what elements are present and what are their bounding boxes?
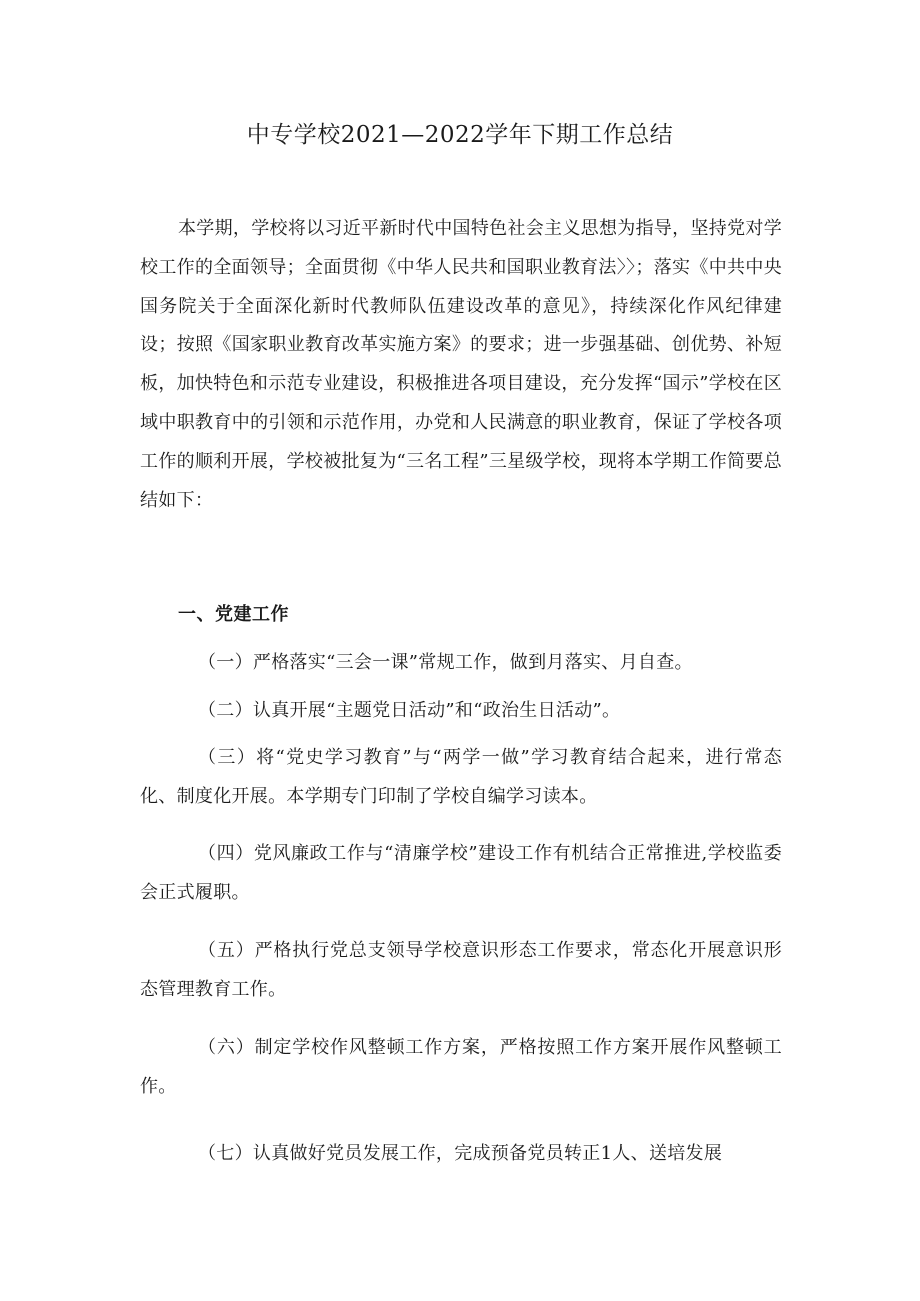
intro-paragraph: 本学期，学校将以习近平新时代中国特色社会主义思想为指导，坚持党对学校工作的全面领导；全面贯彻《中华人民共和国职业教育法〉〉；落实《中共中央国务院关于全面深化新时代教师队伍建设改革的意见》，持续深化作风纪律建设；按照《国家职业教育改革实施方案》的要求；进一步强基础、创优势、补短板，加快特色和示范专业建设，积极推进各项目建设，充分发挥“国示”学校在区域中职教育中的引领和示范作用，办党和人民满意的职业教育，保证了学校各项工作的顺利开展，学校被批复为“三名工程”三星级学校，现将本学期工作简要总结如下： [140,218,782,511]
list-item: （三）将“党史学习教育”与“两学一做”学习教育结合起来，进行常态化、制度化开展。本学期专门印制了学校自编学习读本。 [140,747,782,807]
list-item: （五）严格执行党总支领导学校意识形态工作要求，常态化开展意识形态管理教育工作。 [140,940,782,1000]
list-item: （七）认真做好党员发展工作，完成预备党员转正1人、送培发展 [198,1143,723,1164]
list-item: （二）认真开展“主题党日活动”和“政治生日活动”。 [198,700,621,721]
document-title: 中专学校2021—2022学年下期工作总结 [246,122,674,148]
section-heading-party-building: 一、党建工作 [178,604,289,625]
list-item: （六）制定学校作风整顿工作方案，严格按照工作方案开展作风整顿工作。 [140,1037,782,1097]
list-item: （一）严格落实“三会一课”常规工作，做到月落实、月自查。 [198,652,693,673]
list-item: （四）党风廉政工作与“清廉学校”建设工作有机结合正常推进,学校监委会正式履职。 [140,843,782,903]
